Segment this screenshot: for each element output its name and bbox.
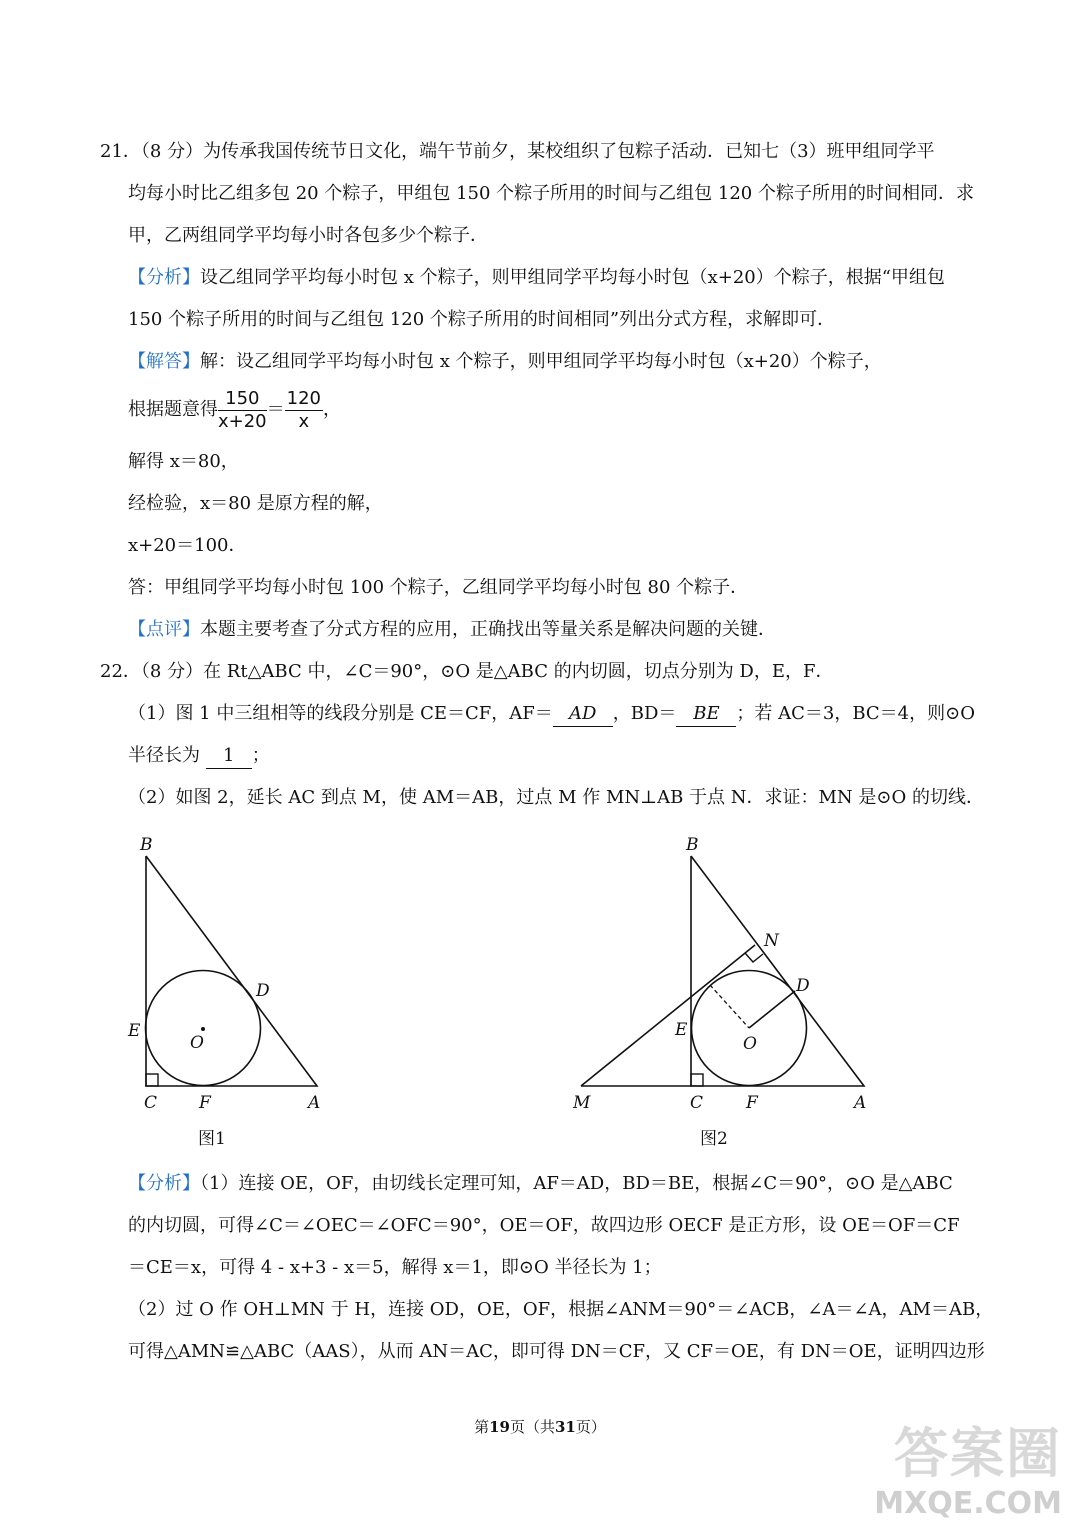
comment-tag: 【点评】 xyxy=(128,619,200,640)
q22-analysis-line3: ＝CE＝x，可得 4 - x+3 - x＝5，解得 x＝1，即⊙O 半径长为 1； xyxy=(128,1257,662,1278)
q22-stem-line1: 22．（8 分）在 Rt△ABC 中，∠C＝90°，⊙O 是△ABC 的内切圆，切点分别为 D，E，F． xyxy=(100,661,834,682)
dashed-segment xyxy=(710,985,749,1028)
answer-blank-1: AD xyxy=(553,702,613,727)
right-angle-mark xyxy=(146,1074,158,1086)
fraction-left-numerator: 150 xyxy=(218,388,267,411)
right-angle-mark-n xyxy=(745,953,763,962)
fraction-right-numerator: 120 xyxy=(286,387,321,409)
answer-tag: 【解答】 xyxy=(128,351,200,372)
label-d: D xyxy=(256,981,270,1001)
label-e: E xyxy=(675,1020,688,1040)
answer-blank-3: 1 xyxy=(206,744,252,769)
analysis-tag: 【分析】 xyxy=(128,267,200,288)
watermark-logo xyxy=(874,1411,1062,1521)
q22-analysis-line4: （2）过 O 作 OH⊥MN 于 H，连接 OD，OE，OF，根据∠ANM＝90°＝∠ACB，∠A＝∠A，AM＝AB， xyxy=(128,1299,994,1320)
footer-mid: 页（共 xyxy=(509,1418,555,1436)
answer-blank-2: BE xyxy=(676,702,736,727)
label-b: B xyxy=(140,835,153,855)
part1-text-d: 半径长为 xyxy=(128,745,200,766)
comment-text: 本题主要考查了分式方程的应用，正确找出等量关系是解决问题的关键． xyxy=(200,619,776,640)
label-a: A xyxy=(854,1093,867,1113)
q21-solve-line1: 解得 x＝80， xyxy=(128,451,239,472)
q21-stem-line2: 均每小时比乙组多包 20 个粽子，甲组包 150 个粽子所用的时间与乙组包 120 个粽子所用的时间相同．求 xyxy=(128,183,974,204)
q21-final-answer: 答：甲组同学平均每小时包 100 个粽子，乙组同学平均每小时包 80 个粽子． xyxy=(128,577,749,598)
figure-1-caption: 图1 xyxy=(198,1129,226,1149)
label-f: F xyxy=(199,1093,211,1113)
q21-stem-line3: 甲，乙两组同学平均每小时各包多少个粽子． xyxy=(128,225,488,246)
triangle-abc xyxy=(146,856,317,1086)
label-c: C xyxy=(690,1093,704,1113)
q22-analysis-line2: 的内切圆，可得∠C＝∠OEC＝∠OFC＝90°，OE＝OF，故四边形 OECF 是正方形，设 OE＝OF＝CF xyxy=(128,1215,960,1236)
q21-equation xyxy=(128,386,341,434)
page-number: 19 xyxy=(489,1418,510,1436)
q21-solve-line2: 经检验，x＝80 是原方程的解， xyxy=(128,493,383,514)
fraction-left-denominator: x+20 xyxy=(218,410,267,432)
label-d: D xyxy=(796,976,810,996)
q22-part1-line2 xyxy=(128,744,270,769)
watermark-url: MXQE.COM xyxy=(874,1486,1062,1521)
label-c: C xyxy=(144,1093,158,1113)
q21-comment xyxy=(128,618,776,642)
figure-2-caption: 图2 xyxy=(700,1129,728,1149)
q21-analysis-line2: 150 个粽子所用的时间与乙组包 120 个粽子所用的时间相同”列出分式方程，求解即可． xyxy=(128,309,836,330)
fraction-left xyxy=(218,388,267,433)
footer-prefix: 第 xyxy=(474,1418,490,1436)
q21-stem-line1: 21．（8 分）为传承我国传统节日文化，端午节前夕，某校组织了包粽子活动．已知七（3）班甲组同学平 xyxy=(100,141,935,162)
part1-text-e: ； xyxy=(251,745,270,766)
label-e: E xyxy=(128,1021,141,1041)
segment-od xyxy=(749,991,795,1028)
analysis-text: （1）连接 OE，OF，由切线长定理可知，AF＝AD，BD＝BE，根据∠C＝90°，⊙O 是△ABC xyxy=(200,1173,953,1194)
q21-solve-line3: x+20＝100． xyxy=(128,535,247,556)
answer-text: 解：设乙组同学平均每小时包 x 个粽子，则甲组同学平均每小时包（x+20）个粽子， xyxy=(200,351,882,372)
fraction-right xyxy=(285,388,323,433)
q22-analysis-line1 xyxy=(128,1172,953,1196)
q22-part2: （2）如图 2，延长 AC 到点 M，使 AM＝AB，过点 M 作 MN⊥AB 于点 N．求证：MN 是⊙O 的切线． xyxy=(128,787,984,808)
analysis-tag: 【分析】 xyxy=(128,1173,200,1194)
total-pages: 31 xyxy=(555,1418,576,1436)
equation-equals: ＝ xyxy=(266,399,285,420)
center-dot xyxy=(201,1027,205,1031)
label-n: N xyxy=(764,931,779,951)
label-o: O xyxy=(190,1033,204,1053)
segment-mn xyxy=(581,945,755,1086)
q22-analysis-line5: 可得△AMN≌△ABC（AAS），从而 AN＝AC，即可得 DN＝CF，又 CF＝OE，有 DN＝OE，证明四边形 xyxy=(128,1341,985,1362)
equation-prefix: 根据题意得 xyxy=(128,399,218,420)
triangle-abc xyxy=(691,856,864,1086)
footer-suffix: 页） xyxy=(575,1418,606,1436)
part1-text-c: ；若 AC＝3，BC＝4，则⊙O xyxy=(736,703,975,724)
q22-part1-line1 xyxy=(128,702,975,727)
q21-answer-line1 xyxy=(128,350,882,374)
label-b: B xyxy=(686,835,699,855)
figure-1 xyxy=(100,826,360,1156)
q21-analysis-line1 xyxy=(128,266,945,290)
equation-suffix: ， xyxy=(323,399,341,420)
label-f: F xyxy=(746,1093,758,1113)
label-a: A xyxy=(308,1093,321,1113)
right-angle-mark-c xyxy=(691,1074,703,1086)
fraction-right-denominator: x xyxy=(298,410,310,432)
label-o: O xyxy=(743,1034,757,1054)
figure-2 xyxy=(560,826,890,1156)
analysis-text: 设乙组同学平均每小时包 x 个粽子，则甲组同学平均每小时包（x+20）个粽子，根据“甲组包 xyxy=(200,267,945,288)
label-m: M xyxy=(573,1093,591,1113)
watermark-big-text: 答案圈 xyxy=(894,1422,1062,1485)
part1-text-b: ，BD＝ xyxy=(612,703,677,724)
part1-text-a: （1）图 1 中三组相等的线段分别是 CE＝CF，AF＝ xyxy=(128,703,553,724)
